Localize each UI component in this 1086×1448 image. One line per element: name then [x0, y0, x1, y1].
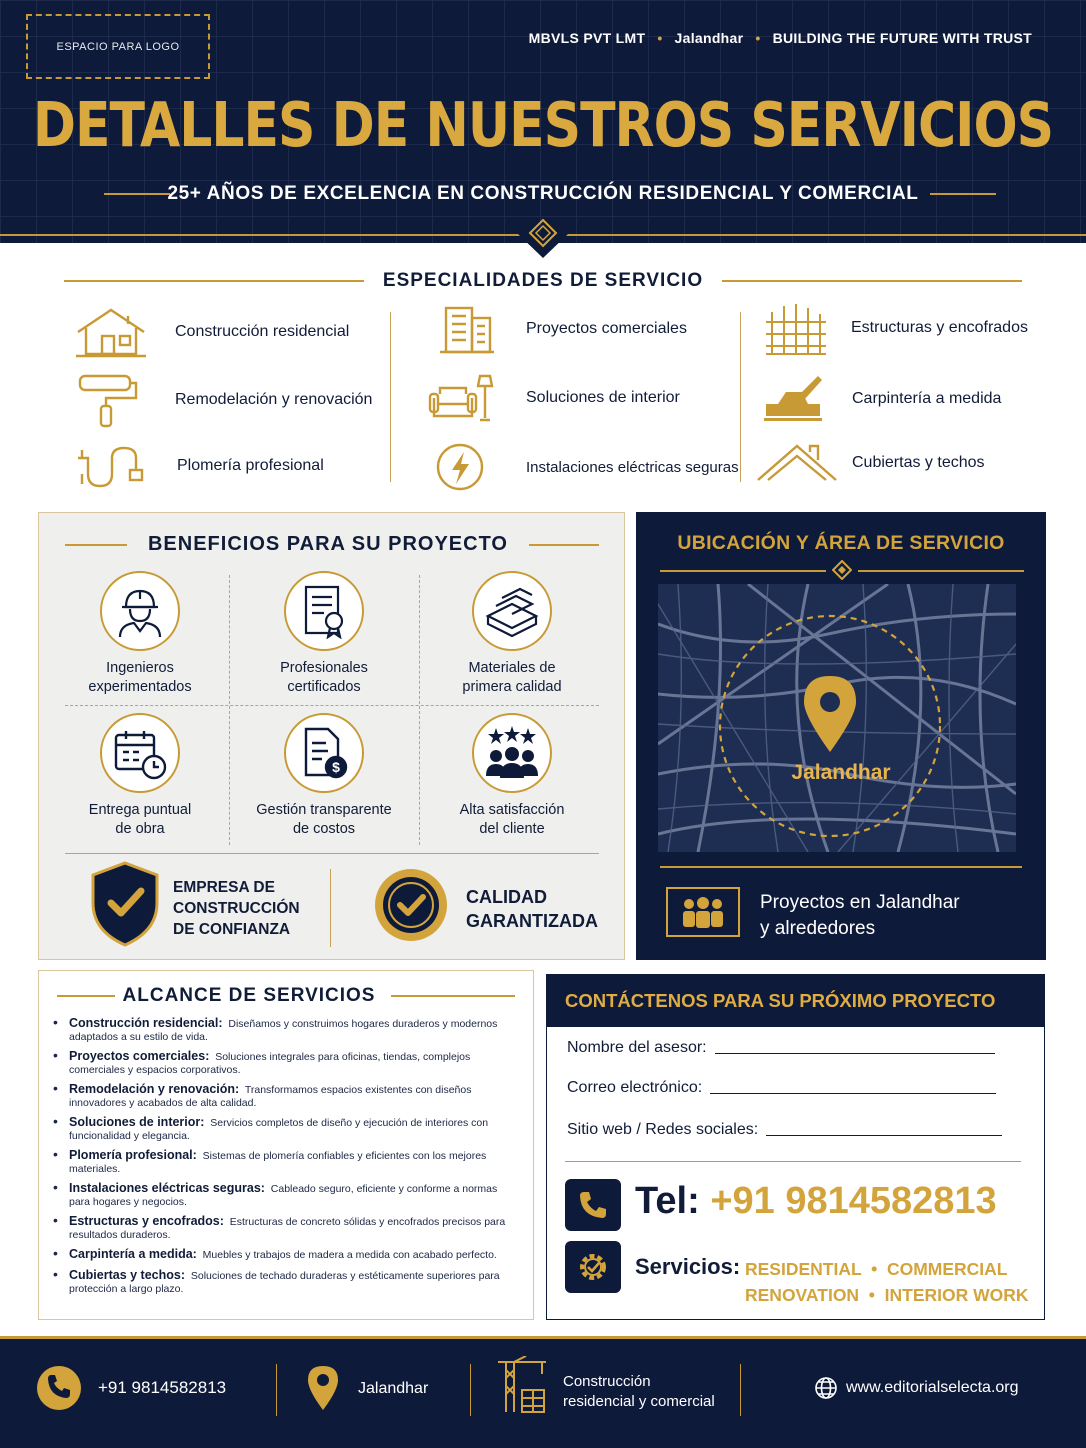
gear-check-icon	[565, 1241, 621, 1293]
benefit-satisfaction: Alta satisfacción del cliente	[417, 713, 607, 839]
logo-placeholder: ESPACIO PARA LOGO	[26, 14, 210, 79]
footer-phone[interactable]: +91 9814582813	[98, 1378, 227, 1397]
sofa-lamp-icon	[428, 372, 496, 424]
specialty-commercial: Proyectos comerciales	[436, 302, 687, 356]
footer-city: Jalandhar	[358, 1380, 429, 1397]
certificate-icon	[298, 583, 350, 639]
specialty-interior: Soluciones de interior	[428, 372, 680, 424]
paint-roller-icon	[74, 372, 148, 428]
benefit-engineers: Ingenieros experimentados	[45, 571, 235, 697]
scaffold-icon	[764, 300, 828, 356]
advisor-field[interactable]: Nombre del asesor:	[567, 1039, 995, 1057]
location-panel	[636, 512, 1046, 960]
quality-seal-icon	[373, 867, 449, 943]
benefits-panel	[38, 512, 625, 960]
globe-icon	[814, 1376, 838, 1400]
footer-website[interactable]: www.editorialselecta.org	[846, 1379, 1019, 1396]
contact-title: CONTÁCTENOS PARA SU PRÓXIMO PROYECTO	[565, 990, 996, 1011]
specialty-carpentry: Carpintería a medida	[762, 374, 1001, 424]
calendar-clock-icon	[112, 725, 168, 781]
footer-service: Construcción residencial y comercial	[563, 1373, 715, 1410]
scope-item: • Proyectos comerciales: Soluciones integrales para oficinas, tiendas, complejos comerciales y espacios corporativos.	[69, 1050, 509, 1077]
cost-document-icon	[298, 725, 350, 781]
pipe-icon	[74, 440, 148, 492]
benefit-transparent-costs: $ Gestión transparente de costos	[229, 713, 419, 839]
footer-phone-icon	[36, 1365, 82, 1411]
scope-item: • Carpintería a medida: Muebles y trabajos de madera a medida con acabado perfecto.	[69, 1248, 509, 1262]
specialty-electrical: Instalaciones eléctricas seguras	[434, 440, 739, 494]
quality-badge-text: CALIDAD GARANTIZADA	[466, 887, 598, 931]
scope-item: • Soluciones de interior: Servicios completos de diseño y ejecución de interiores con funcionalidad y elegancia.	[69, 1116, 509, 1143]
specialties-title: ESPECIALIDADES DE SERVICIO	[382, 270, 704, 291]
services-label: Servicios:	[635, 1254, 741, 1279]
scope-title: ALCANCE DE SERVICIOS	[122, 985, 376, 1006]
scope-item: • Remodelación y renovación: Transformamos espacios existentes con diseños innovadores y acabados de alta calidad.	[69, 1083, 509, 1110]
contact-panel	[546, 974, 1045, 1320]
materials-icon	[482, 584, 542, 638]
specialty-roofing: Cubiertas y techos	[756, 440, 985, 486]
building-icon	[436, 302, 496, 356]
lightning-icon	[434, 440, 488, 494]
specialty-structures: Estructuras y encofrados	[764, 300, 1028, 356]
scope-item: • Instalaciones eléctricas seguras: Cableado seguro, eficiente y conforme a normas para hogares y negocios.	[69, 1182, 509, 1209]
page-title: DETALLES DE NUESTROS SERVICIOS	[32, 90, 1054, 162]
scope-item: • Construcción residencial: Diseñamos y construimos hogares duraderos y modernos adaptados a su estilo de vida.	[69, 1017, 509, 1044]
footer-location-icon	[306, 1364, 340, 1412]
plane-tool-icon	[762, 374, 828, 424]
svg-text:$: $	[332, 759, 340, 775]
roof-icon	[756, 440, 838, 486]
specialty-plumbing: Plomería profesional	[74, 440, 324, 492]
phone-icon	[565, 1179, 621, 1231]
scope-panel	[38, 970, 534, 1320]
benefit-certified: Profesionales certificados	[229, 571, 419, 697]
page-subtitle: 25+ AÑOS DE EXCELENCIA EN CONSTRUCCIÓN RESIDENCIAL Y COMERCIAL	[167, 183, 919, 204]
header-banner	[0, 0, 1086, 243]
people-icon	[666, 887, 740, 937]
scope-item: • Estructuras y encofrados: Estructuras de concreto sólidas y encofrados precisos para resultados duraderos.	[69, 1215, 509, 1242]
header-diamond-icon	[508, 214, 578, 260]
specialty-renovation: Remodelación y renovación	[74, 372, 372, 428]
header-city: Jalandhar	[674, 30, 744, 46]
location-title: UBICACIÓN Y ÁREA DE SERVICIO	[677, 532, 1005, 554]
benefit-materials: Materiales de primera calidad	[417, 571, 607, 697]
header-tagline: BUILDING THE FUTURE WITH TRUST	[772, 30, 1032, 46]
services-list: RESIDENTIAL • COMMERCIAL RENOVATION • INTERIOR WORK	[745, 1259, 1029, 1305]
city-map	[658, 584, 1016, 852]
benefit-on-time: Entrega puntual de obra	[45, 713, 235, 839]
scope-item: • Cubiertas y techos: Soluciones de techado duraderas y estéticamente superiores para protección a largo plazo.	[69, 1269, 509, 1296]
shield-check-icon	[87, 859, 163, 947]
specialty-residential: Construcción residencial	[74, 306, 349, 358]
contact-phone[interactable]: Tel: +91 9814582813	[635, 1180, 997, 1222]
map-city-label: Jalandhar	[791, 761, 891, 784]
trust-badge-text: EMPRESA DE CONSTRUCCIÓN DE CONFIANZA	[173, 879, 300, 938]
location-diamond-icon	[832, 560, 852, 580]
happy-clients-icon	[482, 726, 542, 780]
footer	[0, 1336, 1086, 1448]
website-field[interactable]: Sitio web / Redes sociales:	[567, 1121, 1002, 1139]
email-field[interactable]: Correo electrónico:	[567, 1079, 996, 1097]
scope-item: • Plomería profesional: Sistemas de plomería confiables y eficientes con los mejores materiales.	[69, 1149, 509, 1176]
top-meta: MBVLS PVT LMT • Jalandhar • BUILDING THE FUTURE WITH TRUST	[528, 30, 1032, 46]
footer-crane-icon	[496, 1356, 548, 1414]
house-icon	[74, 306, 148, 358]
service-area-note: Proyectos en Jalandhar y alrededores	[760, 892, 960, 939]
benefits-title: BENEFICIOS PARA SU PROYECTO	[147, 533, 508, 555]
engineer-icon	[112, 583, 168, 639]
company-name: MBVLS PVT LMT	[528, 30, 646, 46]
